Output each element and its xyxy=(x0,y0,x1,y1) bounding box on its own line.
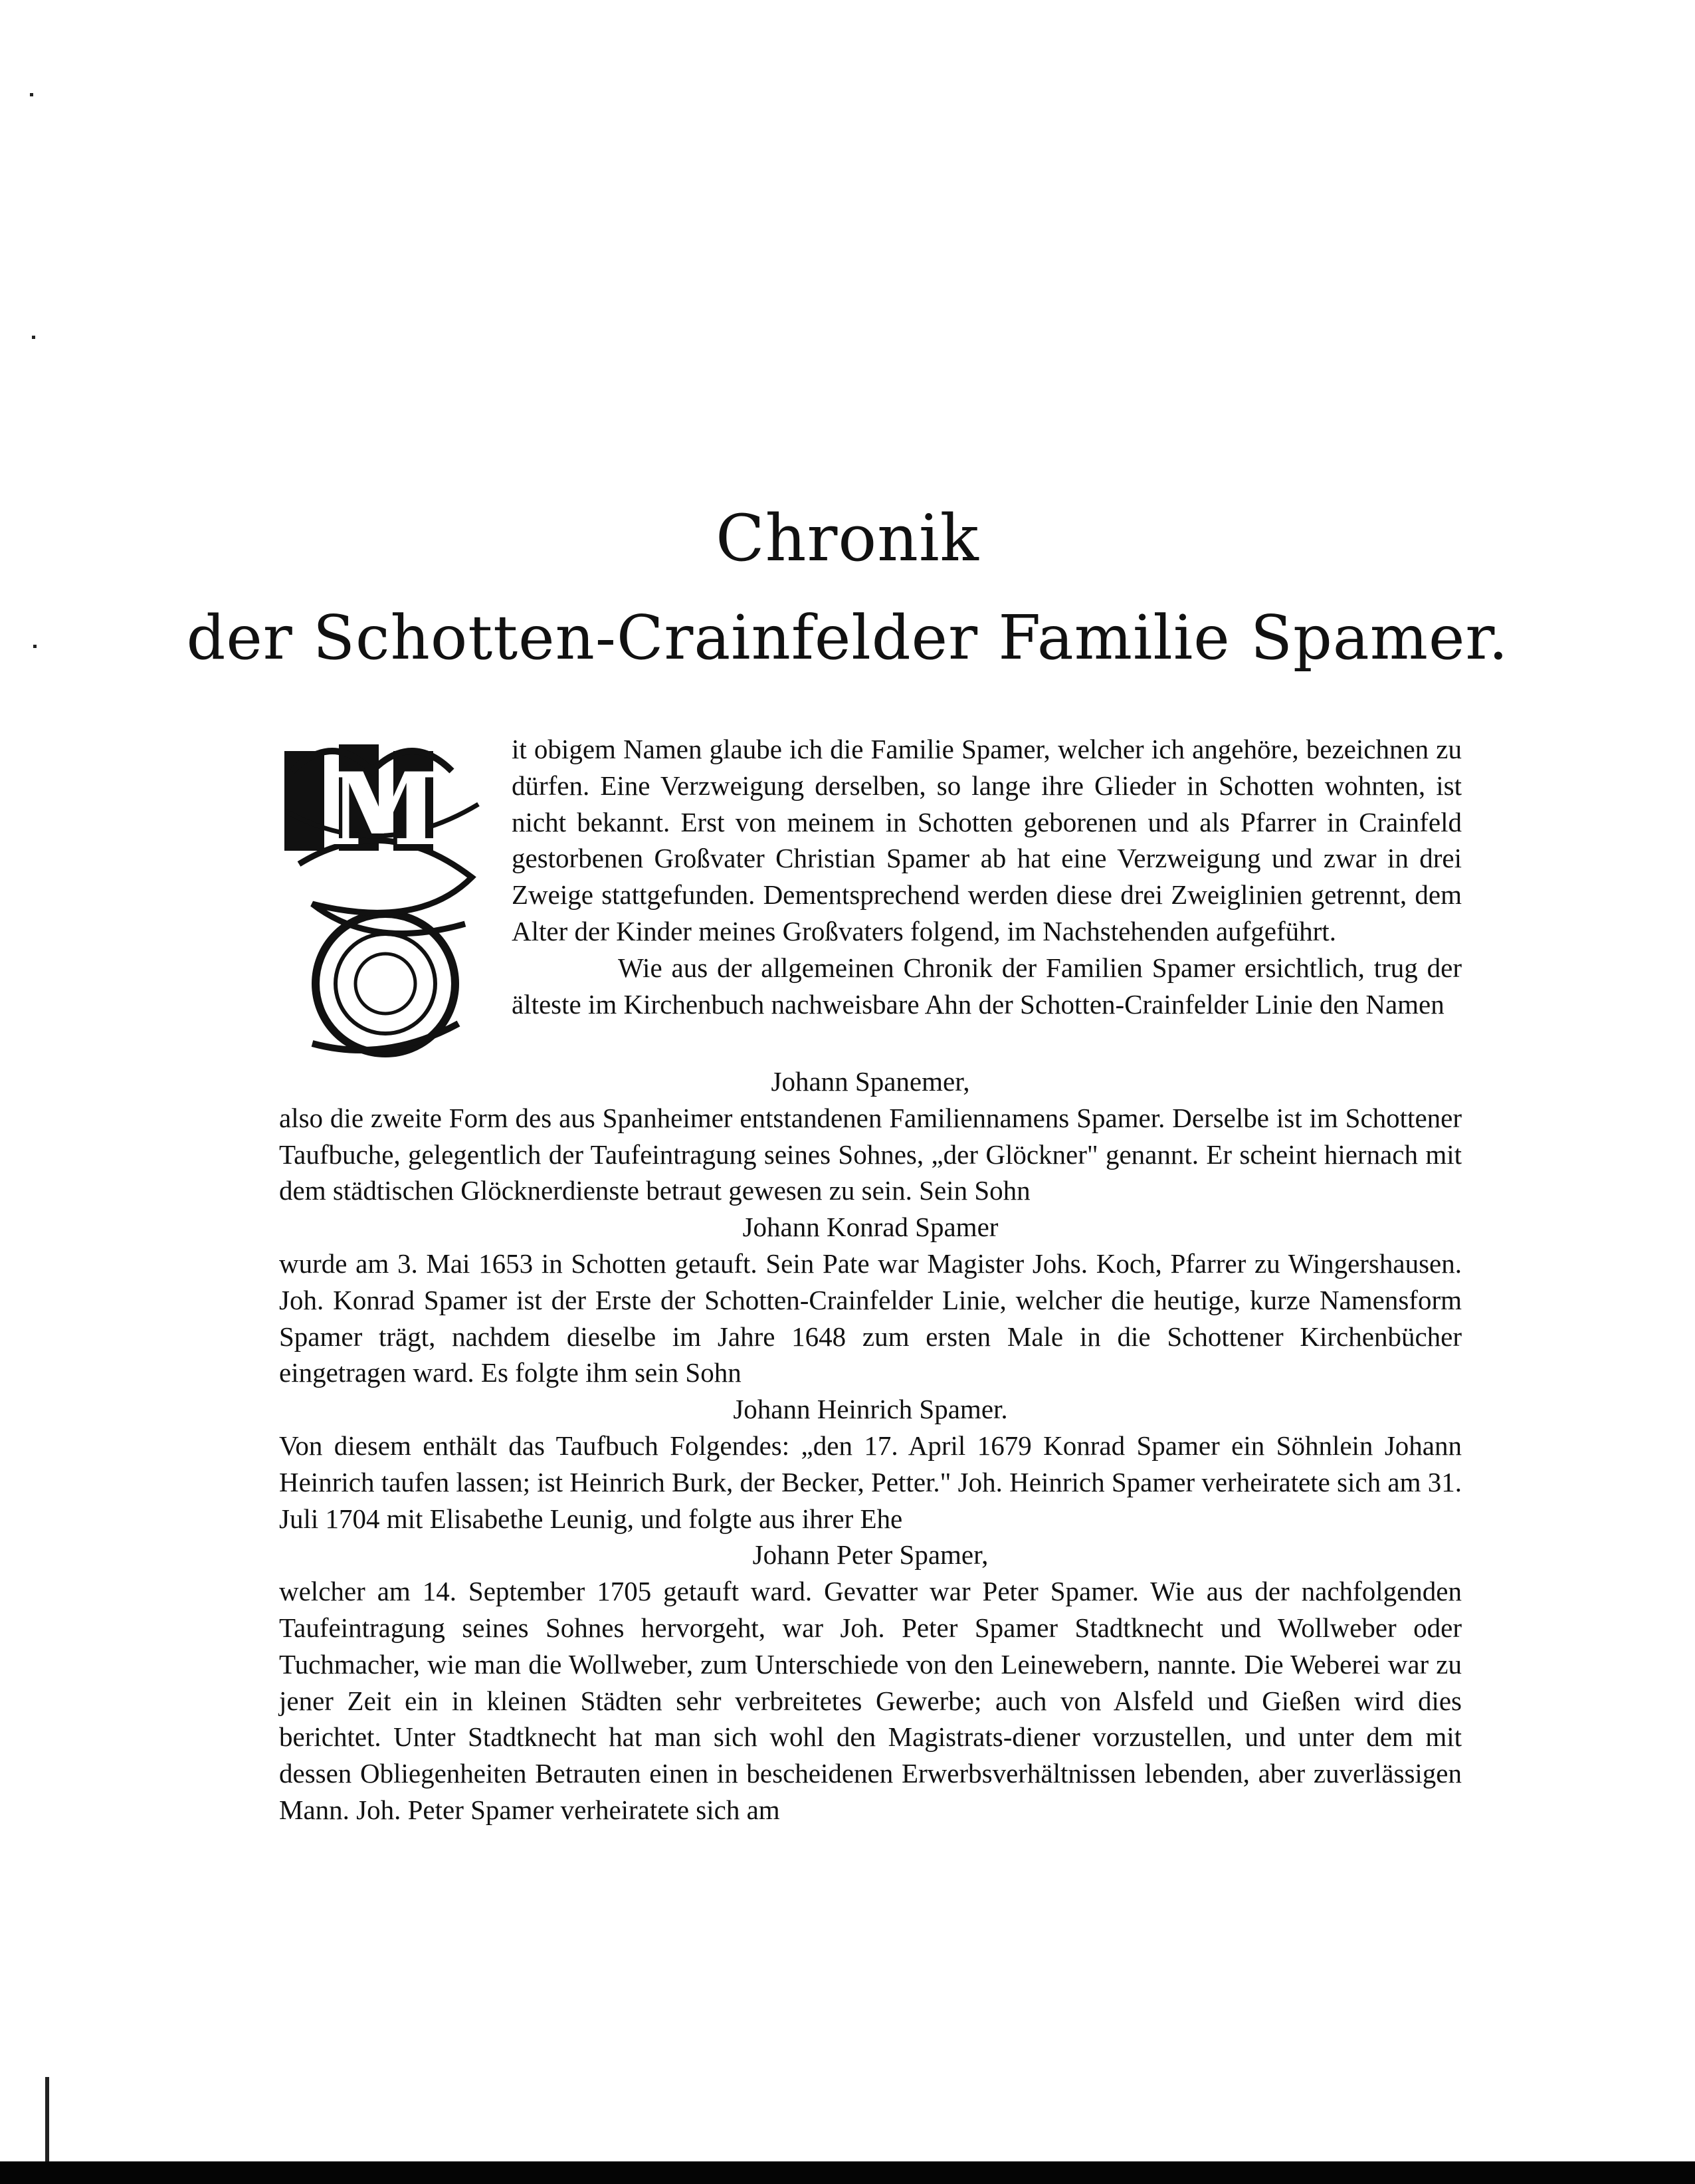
name-johann-heinrich: Johann Heinrich Spamer. xyxy=(733,1394,1008,1425)
name-johann-spanemer: Johann Spanemer, xyxy=(771,1066,970,1097)
paragraph-heinrich: Von diesem enthält das Taufbuch Folgendes: „den 17. April 1679 Konrad Spamer ein Söhnlein Johann Heinrich taufen lassen; ist Heinrich Burk, der Becker, Petter." Joh. Heinrich Spamer verheiratete sich am 31. Juli 1704 mit Elisabethe Leunig, und folgte aus ihrer Ehe xyxy=(279,1430,1462,1534)
ornamental-initial xyxy=(272,731,492,1063)
scan-bottom-border xyxy=(0,2161,1695,2184)
scan-speck xyxy=(30,93,33,96)
initial-letter: M xyxy=(329,751,440,868)
paragraph-peter: welcher am 14. September 1705 getauft ward. Gevatter war Peter Spamer. Wie aus der nachfolgenden Taufeintragung seines Sohnes hervorgeht, war Joh. Peter Spamer Stadtknecht und Wollweber oder Tuchmacher, wie man die Wollweber, zum Unterschiede von den Leinewebern, nannte. Die Weberei war zu jener Zeit ein in kleinen Städten sehr verbreitetes Gewerbe; auch von Alsfeld und Gießen wird dies berichtet. Unter Stadtknecht hat man sich wohl den Magistrats-diener vorzustellen, und unter dem mit dessen Obliegenheiten Betrauten einen in bescheidenen Erwerbsverhältnissen lebenden, aber zuverlässigen Mann. Joh. Peter Spamer verheiratete sich am xyxy=(279,1576,1462,1825)
paragraph-konrad: wurde am 3. Mai 1653 in Schotten getauft. Sein Pate war Magister Johs. Koch, Pfarrer zu Wingershausen. Joh. Konrad Spamer ist der Erste der Schotten-Crainfelder Linie, welcher die heutige, kurze Namensform Spamer trägt, nachdem dieselbe im Jahre 1648 zum ersten Male in die Schottener Kirchenbücher eingetragen ward. Es folgte ihm sein Sohn xyxy=(279,1248,1462,1388)
paragraph-intro: it obigem Namen glaube ich die Familie Spamer, welcher ich angehöre, bezeichnen zu dürfen. Eine Verzweigung derselben, so lange ihre Glieder in Schotten wohnten, ist nicht bekannt. Erst von meinem in Schotten geborenen und als Pfarrer in Crainfeld gestorbenen Großvater Christian Spamer ab hat eine Verzweigung und zwar in drei Zweige stattgefunden. Dementsprechend werden diese drei Zweiglinien getrennt, dem Alter der Kinder meines Großvaters folgend, im Nachstehenden aufgeführt. xyxy=(512,734,1462,946)
chronicle-body xyxy=(279,731,1462,1828)
chronicle-title: Chronik xyxy=(716,501,979,576)
scan-speck xyxy=(32,336,35,339)
name-johann-konrad: Johann Konrad Spamer xyxy=(742,1212,999,1243)
ornamental-initial-m-icon xyxy=(272,731,492,1063)
scan-edge-line xyxy=(45,2077,49,2161)
paragraph-form: also die zweite Form des aus Spanheimer entstandenen Familiennamens Spamer. Derselbe ist im Schottener Taufbuche, gelegentlich der Taufeintragung seines Sohnes, „der Glöckner" genannt. Er scheint hiernach mit dem städtischen Glöcknerdienste betraut gewesen zu sein. Sein Sohn xyxy=(279,1102,1462,1206)
scan-speck xyxy=(33,645,37,648)
name-johann-peter: Johann Peter Spamer, xyxy=(752,1539,989,1571)
chronicle-subtitle: der Schotten-Crainfelder Familie Spamer. xyxy=(186,602,1509,673)
paragraph-ancestor: Wie aus der allgemeinen Chronik der Familien Spamer ersichtlich, trug der älteste im Kirchenbuch nachweisbare Ahn der Schotten-Crainfelder Linie den Namen xyxy=(512,952,1462,1020)
